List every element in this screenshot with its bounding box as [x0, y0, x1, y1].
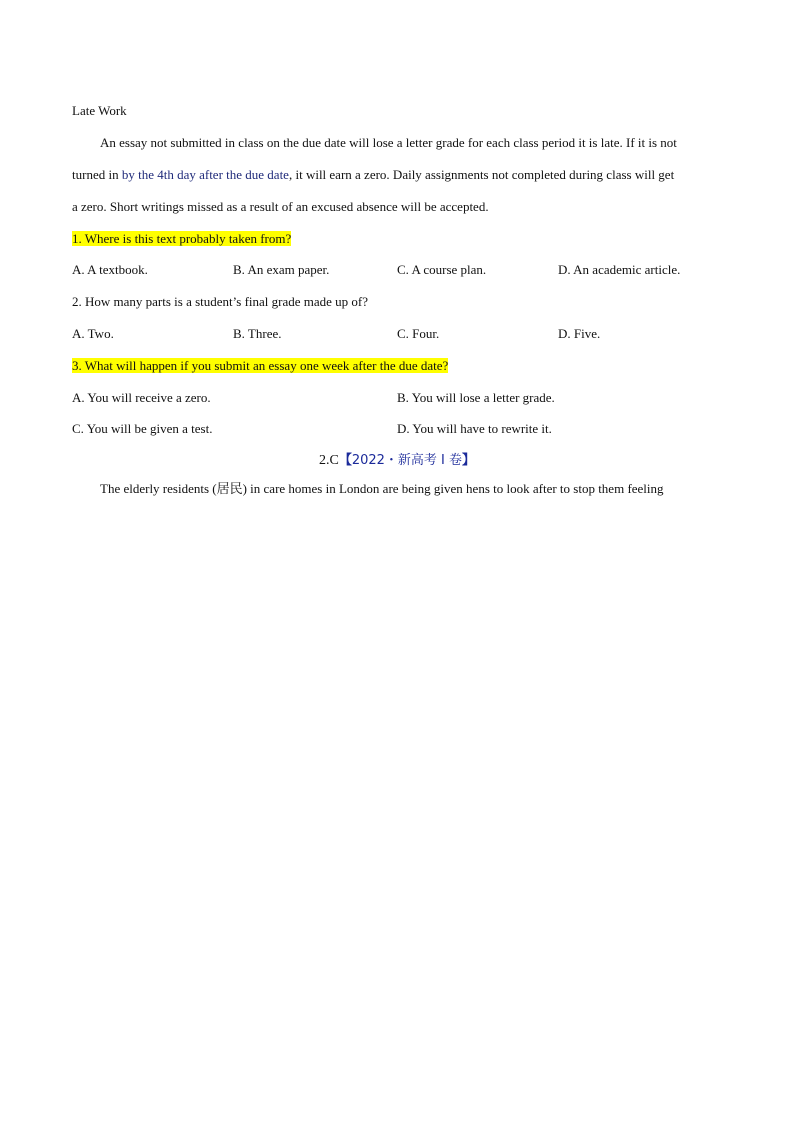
next-passage-line-1: The elderly residents (居民) in care homes in London are being given hens to look after to stop them feeling — [100, 481, 664, 496]
passage-line-2 — [72, 167, 722, 183]
section-header — [0, 449, 794, 469]
source-bracket-open: 【 — [338, 453, 352, 468]
question-2-stem: 2. How many parts is a student’s final grade made up of? — [72, 294, 369, 309]
question-3-option-b: B. You will lose a letter grade. — [397, 390, 555, 405]
question-1 — [72, 231, 291, 247]
passage-line-2-pre: turned in — [72, 167, 122, 182]
question-3-option-d: D. You will have to rewrite it. — [397, 421, 552, 436]
question-3-stem: 3. What will happen if you submit an essay one week after the due date? — [72, 358, 449, 373]
passage-line-3: a zero. Short writings missed as a result of an excused absence will be accepted. — [72, 199, 489, 214]
question-1-stem: 1. Where is this text probably taken from? — [72, 231, 292, 246]
due-date-phrase: by the 4th day after the due date — [121, 167, 289, 182]
question-3-option-c: C. You will be given a test. — [72, 421, 213, 436]
section-number: 2.C — [318, 453, 339, 468]
question-2-option-a: A. Two. — [72, 326, 114, 341]
question-2 — [72, 294, 368, 310]
question-3 — [72, 358, 448, 374]
question-2-option-d: D. Five. — [558, 326, 601, 341]
source-bracket-close: 】 — [462, 453, 476, 468]
source-label: 2022・新高考 I 卷 — [351, 453, 463, 468]
question-1-option-a: A. A textbook. — [72, 262, 148, 277]
question-2-option-c: C. Four. — [397, 326, 440, 341]
question-1-option-b: B. An exam paper. — [233, 262, 330, 277]
passage-title: Late Work — [72, 103, 127, 118]
question-2-option-b: B. Three. — [233, 326, 282, 341]
question-3-option-a: A. You will receive a zero. — [72, 390, 211, 405]
question-1-option-d: D. An academic article. — [558, 262, 681, 277]
passage-line-1: An essay not submitted in class on the due date will lose a letter grade for each class period it is late. If it is not — [100, 135, 677, 150]
question-1-option-c: C. A course plan. — [397, 262, 487, 277]
passage-line-2-post: , it will earn a zero. Daily assignments not completed during class will get — [288, 167, 675, 182]
